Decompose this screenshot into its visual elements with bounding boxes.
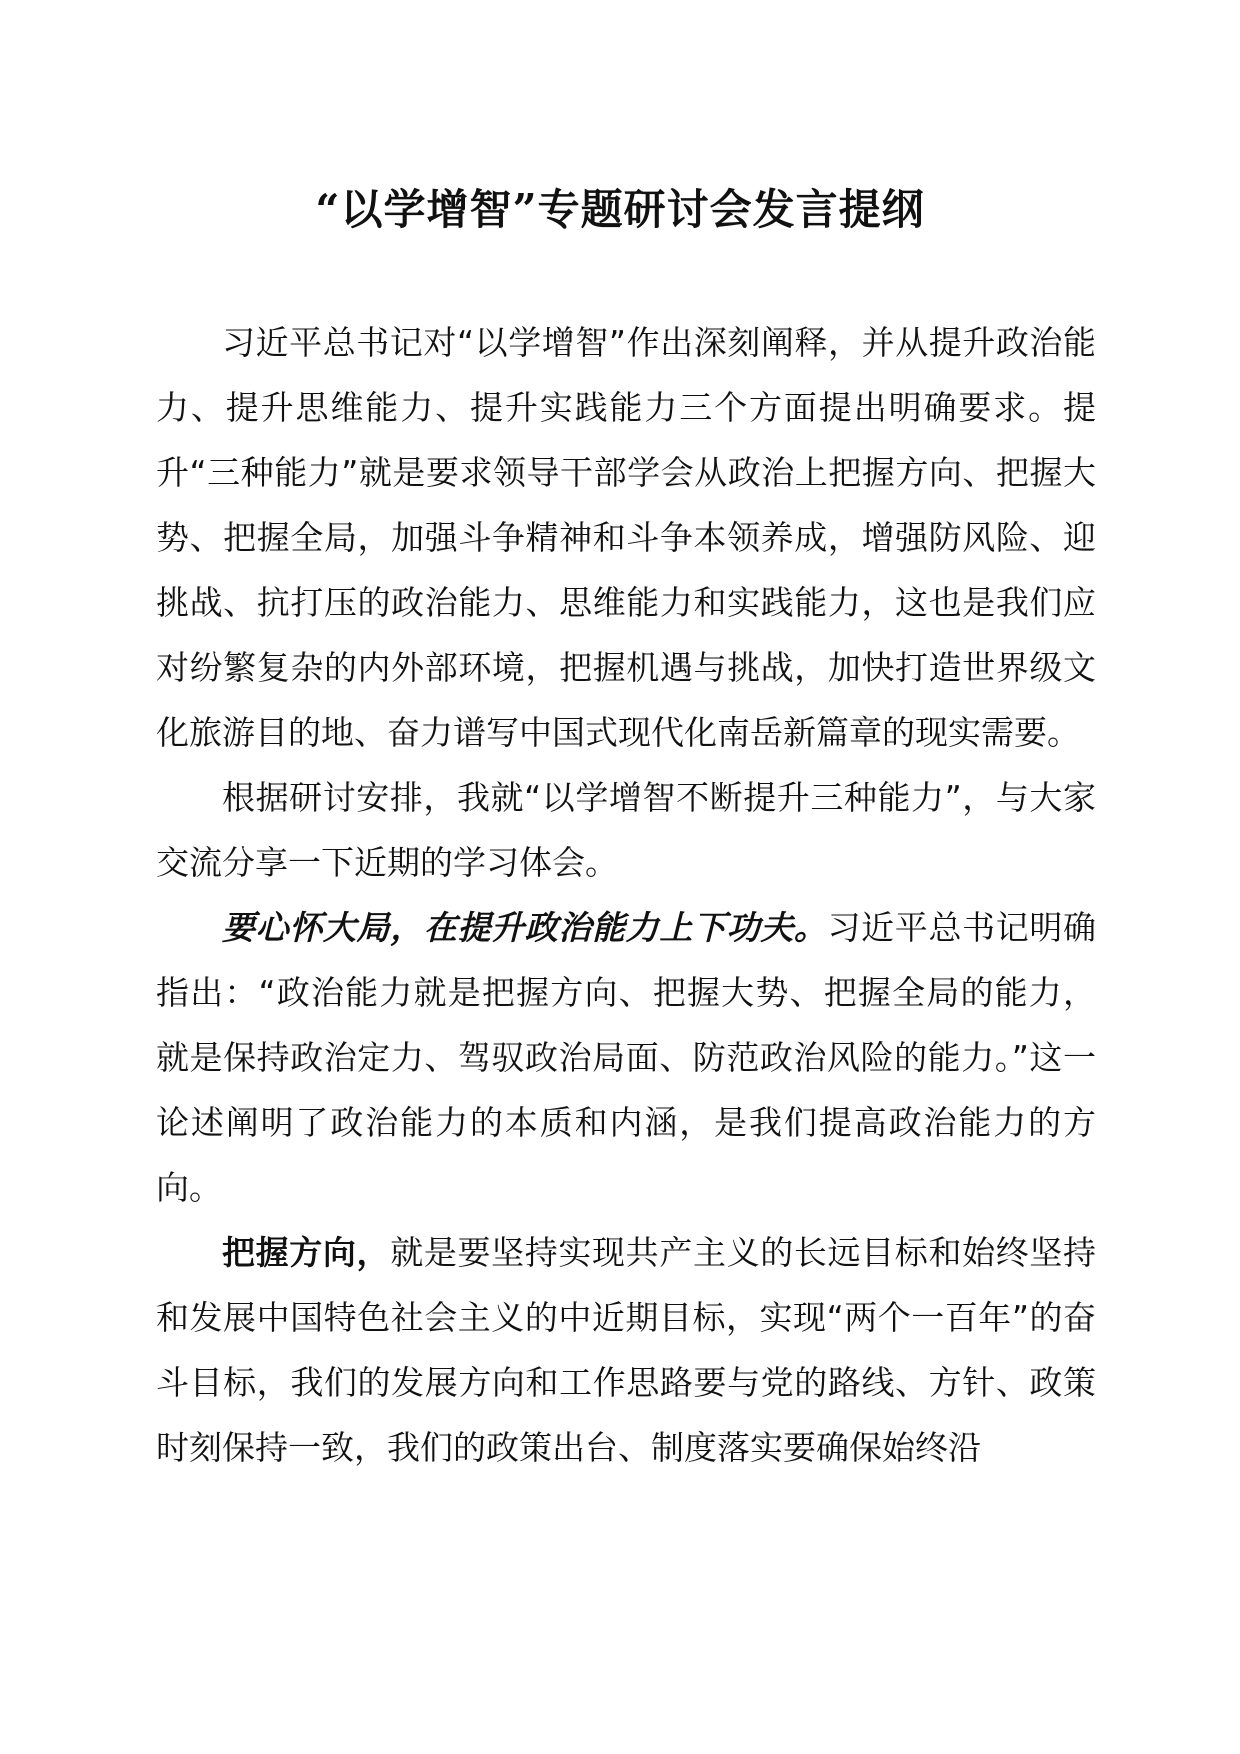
subsection-heading: 把握方向，: [222, 1233, 391, 1272]
section-heading: 要心怀大局，在提升政治能力上下功夫。: [222, 908, 828, 947]
document-body: [156, 310, 1096, 1480]
paragraph-text: 习近平总书记对“以学增智”作出深刻阐释，并从提升政治能力、提升思维能力、提升实践能力三个方面提出明确要求。提升“三种能力”就是要求领导干部学会从政治上把握方向、把握大势、把握全局，加强斗争精神和斗争本领养成，增强防风险、迎挑战、抗打压的政治能力、思维能力和实践能力，这也是我们应对纷繁复杂的内外部环境，把握机遇与挑战，加快打造世界级文化旅游目的地、奋力谱写中国式现代化南岳新篇章的现实需要。: [156, 323, 1096, 752]
paragraph-arrangement: [156, 765, 1096, 895]
document-title: “以学增智”专题研讨会发言提纲: [315, 185, 925, 234]
paragraph-intro: [156, 310, 1096, 765]
paragraph-political-ability: [156, 895, 1096, 1220]
paragraph-text: 就是要坚持实现共产主义的长远目标和始终坚持和发展中国特色社会主义的中近期目标，实现“两个一百年”的奋斗目标，我们的发展方向和工作思路要与党的路线、方针、政策时刻保持一致，我们的政策出台、制度落实要确保始终沿: [156, 1233, 1097, 1467]
paragraph-grasp-direction: [156, 1220, 1096, 1480]
paragraph-text: 根据研讨安排，我就“以学增智不断提升三种能力”，与大家交流分享一下近期的学习体会。: [156, 778, 1096, 882]
paragraph-text: 习近平总书记明确指出：“政治能力就是把握方向、把握大势、把握全局的能力，就是保持政治定力、驾驭政治局面、防范政治风险的能力。”这一论述阐明了政治能力的本质和内涵，是我们提高政治能力的方向。: [156, 908, 1097, 1207]
